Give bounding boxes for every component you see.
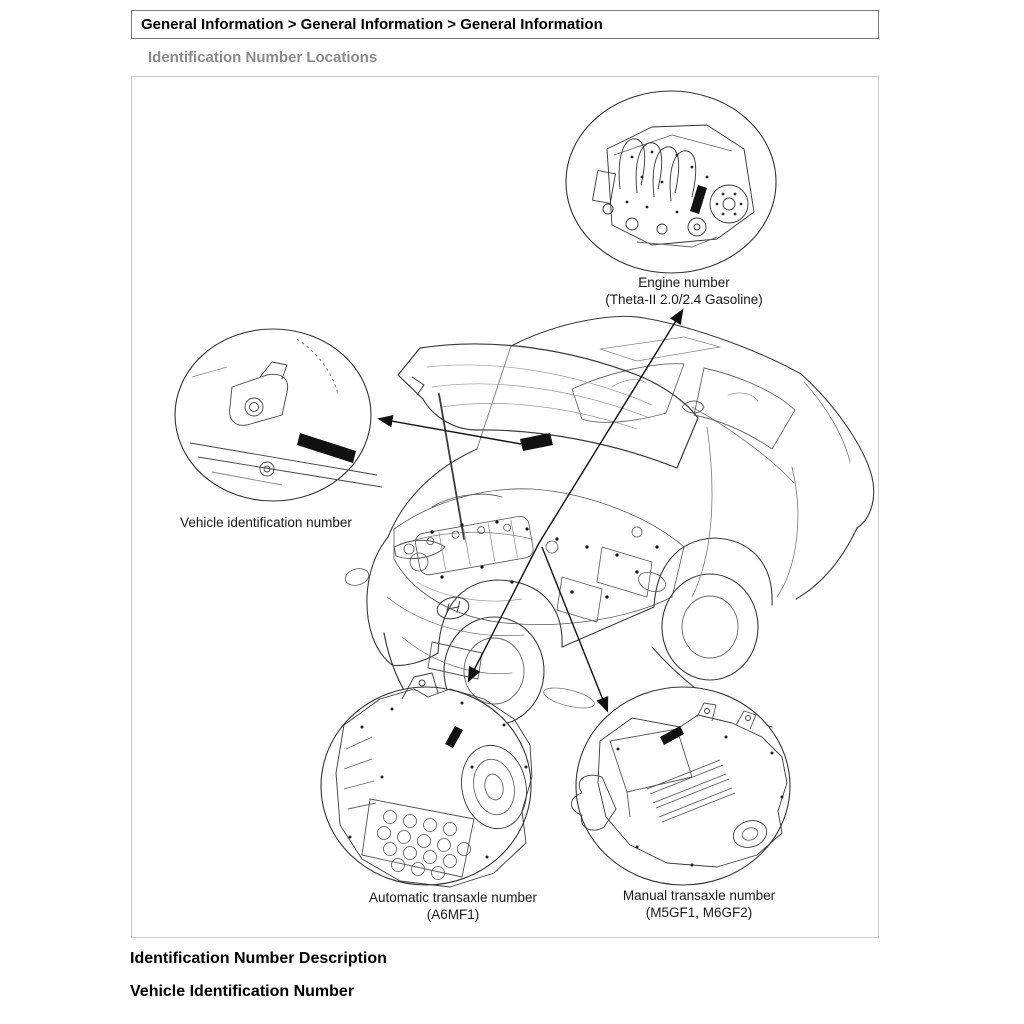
manual-transaxle-label: Manual transaxle number (M5GF1, M6GF2) xyxy=(622,888,776,920)
vin-plate-marker xyxy=(520,433,553,451)
vin-label: Vehicle identification number xyxy=(180,515,352,530)
vin-arrow xyxy=(380,419,521,444)
heading-identification-number-description: Identification Number Description xyxy=(130,950,387,967)
engine-number-arrow xyxy=(539,311,682,543)
automatic-transaxle-label: Automatic transaxle number (A6MF1) xyxy=(368,890,538,922)
heading-vehicle-identification-number: Vehicle Identification Number xyxy=(130,983,355,1000)
car-illustration xyxy=(343,316,873,749)
engine-bay xyxy=(343,489,684,625)
automatic-transaxle-arrow xyxy=(469,543,539,680)
car-diagram-svg xyxy=(132,77,878,937)
engine-callout-circle xyxy=(566,91,776,273)
identification-locations-figure xyxy=(131,76,879,938)
manual-transaxle-arrow xyxy=(542,547,607,710)
manual-transaxle-callout-circle xyxy=(572,687,791,885)
breadcrumb xyxy=(131,10,879,39)
vin-callout-circle xyxy=(175,329,382,501)
breadcrumb-text: General Information > General Information > General Information xyxy=(141,16,603,33)
page-title: Identification Number Locations xyxy=(148,49,378,66)
automatic-transaxle-callout-circle xyxy=(321,673,534,887)
engine-number-label: Engine number (Theta-II 2.0/2.4 Gasoline) xyxy=(605,275,763,307)
